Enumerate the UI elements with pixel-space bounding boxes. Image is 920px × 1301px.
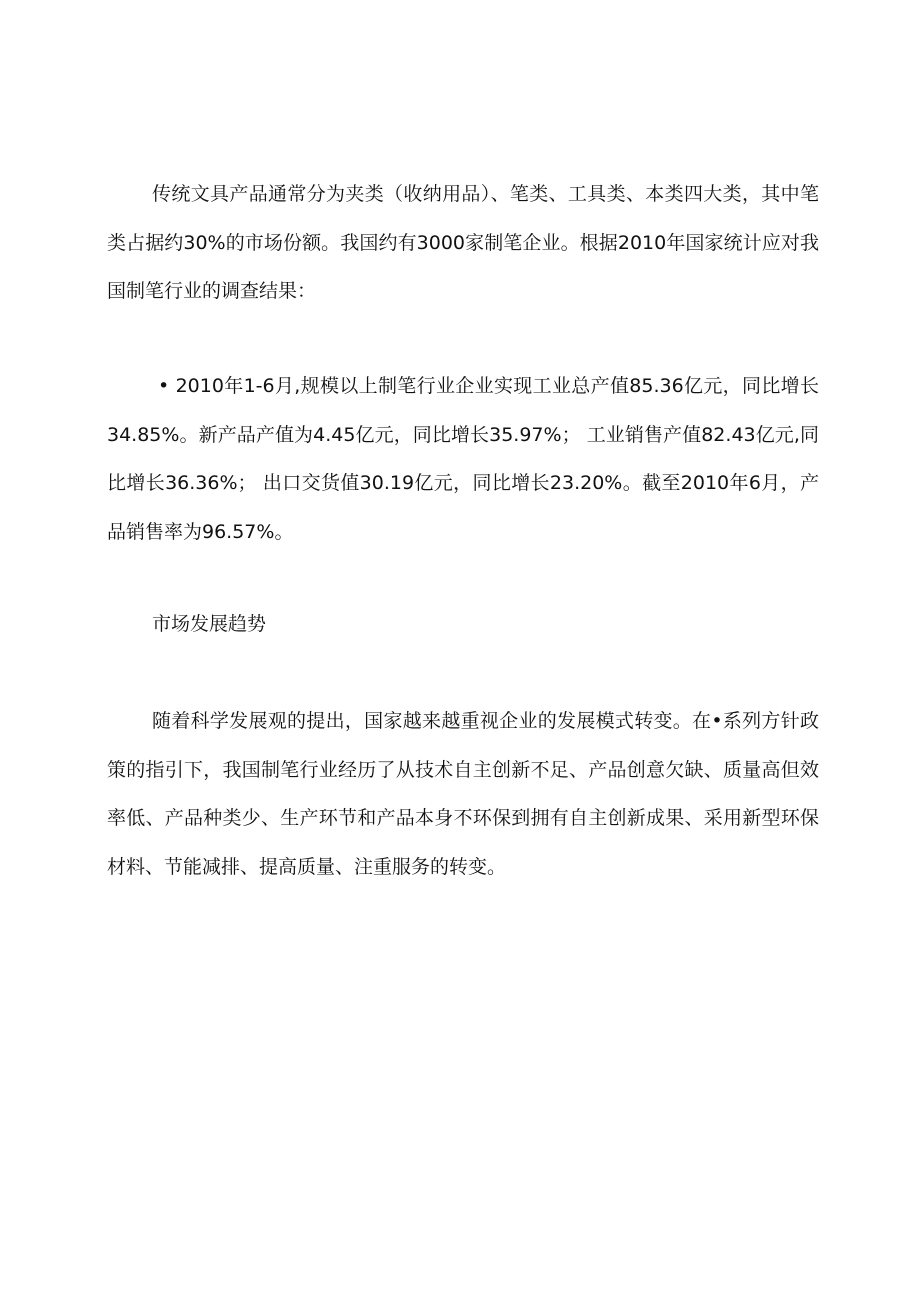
section-heading: 市场发展趋势 bbox=[152, 613, 267, 635]
intro-paragraph: 传统文具产品通常分为夹类（收纳用品）、笔类、工具类、本类四大类，其中笔类占据约30%的市场份额。我国约有3000家制笔企业。根据2010年国家统计应对我国制笔行业的调查结果： bbox=[107, 183, 819, 302]
trend-paragraph: 随着科学发展观的提出，国家越来越重视企业的发展模式转变。在•系列方针政策的指引下，我国制笔行业经历了从技术自主创新不足、产品创意欠缺、质量高但效率低、产品种类少、生产环节和产品本身不环保到拥有自主创新成果、采用新型环保材料、节能减排、提高质量、注重服务的转变。 bbox=[107, 710, 819, 878]
statistics-paragraph: • 2010年1-6月,规模以上制笔行业企业实现工业总产值85.36亿元，同比增长34.85%。新产品产值为4.45亿元，同比增长35.97%； 工业销售产值82.43亿元,同比增长36.36%； 出口交货值30.19亿元，同比增长23.20%。截至2010年6月，产品销售率为96.57%。 bbox=[107, 375, 819, 543]
